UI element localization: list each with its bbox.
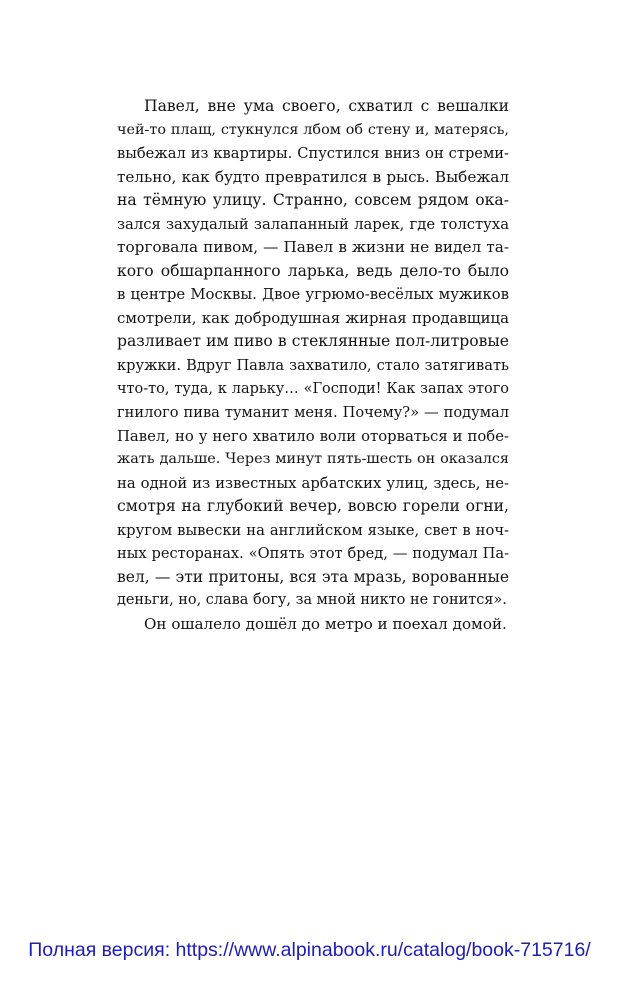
paragraph-line: что-то, туда, к ларьку… «Господи! Как запах этого xyxy=(117,380,509,397)
paragraph-line: кругом вывески на английском языке, свет в ноч- xyxy=(117,521,509,539)
paragraph-line: на одной из известных арбатских улиц, здесь, не- xyxy=(117,474,509,492)
paragraph-line: кружки. Вдруг Павла захватило, стало затягивать xyxy=(117,357,509,375)
paragraph-line: ных ресторанах. «Опять этот бред, — подумал Па- xyxy=(117,545,509,563)
full-version-link[interactable]: Полная версия: https://www.alpinabook.ru/catalog/book-715716/ xyxy=(28,939,591,961)
paragraph-line: гнилого пива туманит меня. Почему?» — подумал xyxy=(117,404,509,422)
paragraph-line: Павел, но у него хватило воли оторваться и побе- xyxy=(117,427,509,445)
paragraph-line: в центре Москвы. Двое угрюмо-весёлых мужиков xyxy=(117,286,509,304)
body-text xyxy=(117,95,509,637)
paragraph-line: смотря на глубокий вечер, вовсю горели огни, xyxy=(117,497,509,516)
paragraph-line: выбежал из квартиры. Спустился вниз он стреми- xyxy=(117,145,509,163)
paragraph-line: Павел, вне ума своего, схватил с вешалки xyxy=(144,97,509,115)
paragraph-line: кого обшарпанного ларька, ведь дело-то было xyxy=(117,261,509,280)
paragraph-line: смотрели, как добродушная жирная продавщица xyxy=(117,308,509,327)
paragraph-line: Он ошалело дошёл до метро и поехал домой. xyxy=(144,615,507,634)
paragraph-line: вел, — эти притоны, вся эта мразь, ворованные xyxy=(117,567,509,586)
paragraph-line: торговала пивом, — Павел в жизни не видел та- xyxy=(117,238,509,257)
paragraph-line: на тёмную улицу. Странно, совсем рядом ока- xyxy=(117,191,509,210)
paragraph-line: зался захудалый залапанный ларек, где толстуха xyxy=(117,215,509,233)
paragraph-line: тельно, как будто превратился в рысь. Выбежал xyxy=(117,167,509,186)
paragraph-line: жать дальше. Через минут пять-шесть он оказался xyxy=(117,451,509,468)
paragraph-line: разливает им пиво в стеклянные пол-литровые xyxy=(117,332,509,351)
paragraph-line: чей-то плащ, стукнулся лбом об стену и, матерясь, xyxy=(117,121,509,138)
paragraph-line: деньги, но, слава богу, за мной никто не гонится». xyxy=(117,592,507,609)
